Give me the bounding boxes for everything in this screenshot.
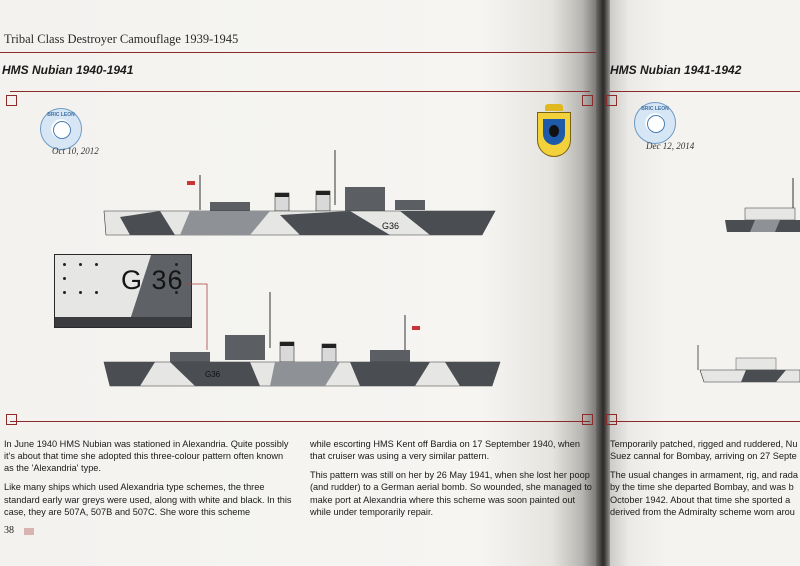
right-text-column: [610, 438, 800, 525]
right-page: [610, 0, 800, 566]
right-heading: HMS Nubian 1941-1942: [610, 63, 742, 77]
paragraph: Temporarily patched, rigged and ruddered, Nu Suez cannal for Bombay, arriving on 27 Septe: [610, 439, 798, 462]
frame-corner: [606, 95, 617, 106]
paragraph: Like many ships which used Alexandria type schemes, the three standard early war greys were used, along with white and black. In this case, they are 507A, 507B and 507C. She wore this scheme: [4, 482, 292, 517]
left-heading: HMS Nubian 1940-1941: [2, 63, 134, 77]
frame-top-right: [610, 91, 800, 92]
text-column-1: [4, 438, 294, 525]
frame-corner: [582, 95, 593, 106]
crest-icon: [536, 104, 572, 158]
frame-corner: [582, 414, 593, 425]
stamp-emblem-icon: [647, 115, 665, 133]
stamp-label: BRIC LEON: [47, 112, 75, 118]
stamp-emblem-icon: [53, 121, 71, 139]
stamp-icon: [40, 108, 82, 150]
page-number: 38: [4, 525, 14, 536]
paragraph: The usual changes in armament, rig, and rada by the time she departed Bombay, and was b October 1942. About that time she sported a derived from the Admiralty scheme worn arou: [610, 470, 798, 517]
frame-top: [10, 91, 590, 92]
book-title: Tribal Class Destroyer Camouflage 1939-1945: [4, 32, 239, 46]
frame-bottom-right: [610, 421, 800, 422]
ship-profile-1941-port-partial: [696, 340, 800, 385]
signature: Oct 10, 2012: [52, 146, 99, 156]
frame-corner: [6, 95, 17, 106]
ship-profile-1940-port: [100, 290, 510, 390]
page-tab-marker: [24, 528, 34, 535]
stamp-label: BRIC LEON: [641, 106, 669, 112]
paragraph: while escorting HMS Kent off Bardia on 17 September 1940, when that cruiser was using a very similar pattern.: [310, 439, 580, 462]
ship-profile-1940: [100, 145, 510, 240]
ship-profile-1941-partial: [725, 178, 800, 238]
pennant-number-port: G36: [205, 370, 221, 379]
header-rule: [0, 52, 596, 53]
frame-corner: [606, 414, 617, 425]
text-column-2: [310, 438, 595, 525]
frame-bottom: [10, 421, 590, 422]
stamp-icon: [634, 102, 676, 144]
signature: Dec 12, 2014: [646, 141, 695, 151]
paragraph: In June 1940 HMS Nubian was stationed in Alexandria. Quite possibly it's about that time she adopted this three-colour pattern often known as the 'Alexandria' type.: [4, 439, 289, 474]
zoom-pennant-number: G 36: [121, 265, 184, 295]
paragraph: This pattern was still on her by 26 May 1941, when she lost her poop (and rudder) to a German aerial bomb. So wounded, she managed to make port at Alexandria where this scheme was soon painted out while under temporarily repair.: [310, 470, 592, 517]
frame-corner: [6, 414, 17, 425]
pennant-number: G36: [382, 221, 400, 231]
